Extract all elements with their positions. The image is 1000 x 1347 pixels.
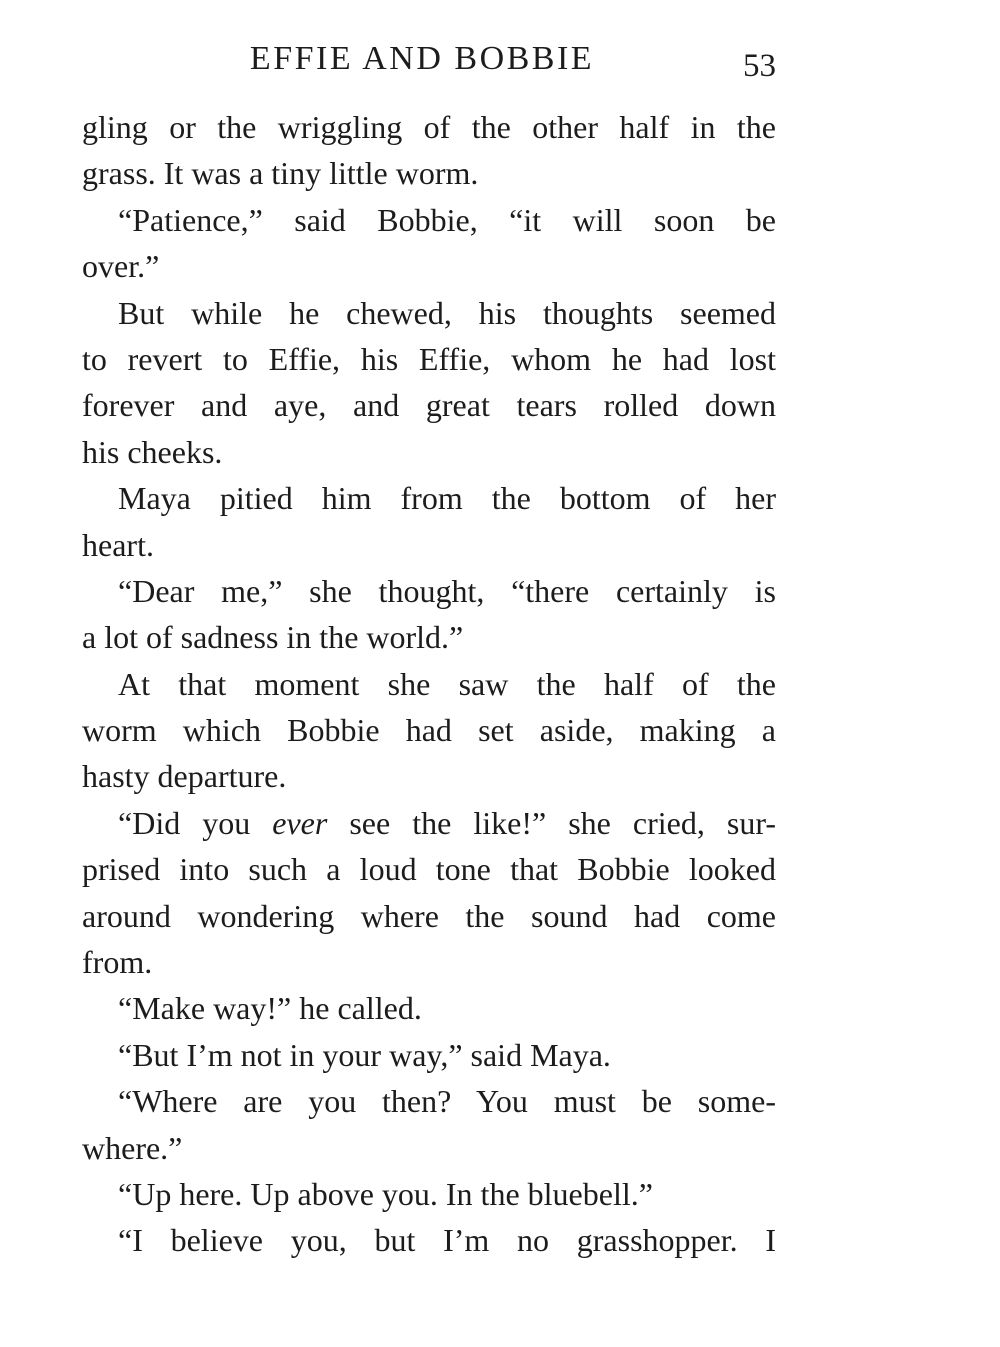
text-line: “But I’m not in your way,” said Maya. [118,1036,611,1073]
text-line: hasty departure. [82,758,287,795]
text-line: to revert to Effie, his Effie, whom he had lost [82,340,776,377]
text-line: gling or the wriggling of the other half in the [82,109,776,145]
text-line: worm which Bobbie had set aside, making a [82,712,776,749]
text-line: over.” [82,248,160,285]
text-line: “I believe you, but I’m no grasshopper. I [118,1222,776,1259]
text-line: a lot of sadness in the world.” [82,619,464,656]
text-line: But while he chewed, his thoughts seemed [118,294,776,331]
text-line: Maya pitied him from the bottom of her [118,480,776,517]
text-line: “Dear me,” she thought, “there certainly is [118,572,776,609]
text-line: forever and aye, and great tears rolled down [82,387,776,424]
text-line: heart. [82,526,154,563]
page-number: 53 [743,48,776,84]
italic-word: ever [272,804,328,841]
book-page [82,38,776,1264]
text-line: his cheeks. [82,433,223,470]
text-line: around wondering where the sound had come [82,897,776,934]
page-header [82,38,776,88]
text-line: “Patience,” said Bobbie, “it will soon be [118,201,776,238]
text-line: grass. It was a tiny little worm. [82,155,479,192]
text-span: see the like!” she cried, sur- [327,804,777,841]
text-line: “Up here. Up above you. In the bluebell.” [118,1175,653,1212]
text-line: At that moment she saw the half of the [118,665,776,702]
text-line: “Make way!” he called. [118,990,422,1027]
text-line: from. [82,944,153,981]
text-span: “Did you [118,804,273,841]
body-text [82,104,776,1264]
text-line: “Where are you then? You must be some- [118,1083,776,1120]
running-title: EFFIE AND BOBBIE [249,40,595,77]
text-line [82,800,776,846]
text-line: prised into such a loud tone that Bobbie looked [82,851,776,888]
text-line: where.” [82,1129,183,1166]
